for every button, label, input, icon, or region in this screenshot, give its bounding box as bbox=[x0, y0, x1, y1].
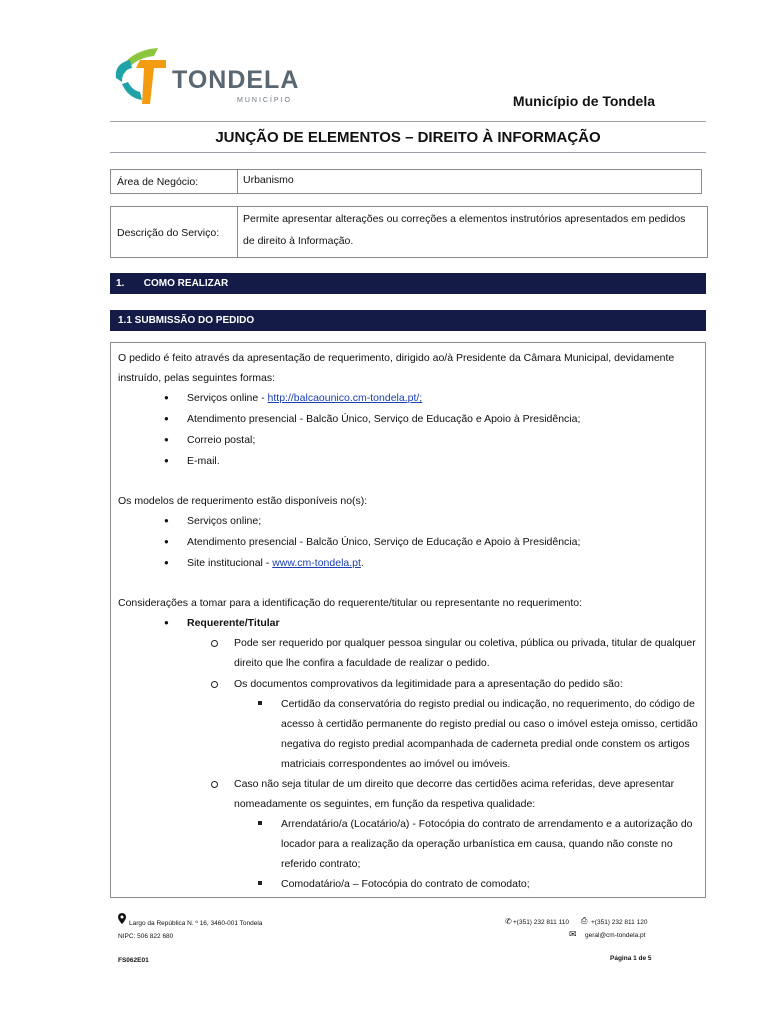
list-item-text: Site institucional - bbox=[187, 557, 273, 569]
list-item: Correio postal; bbox=[187, 434, 256, 446]
section-heading-text: 1.1 SUBMISSÃO DO PEDIDO bbox=[118, 315, 255, 326]
title-rule bbox=[110, 152, 706, 153]
square-bullet-icon bbox=[258, 701, 262, 705]
bullet-icon: ● bbox=[164, 516, 169, 525]
page-title: JUNÇÃO DE ELEMENTOS – DIREITO À INFORMAÇÃO bbox=[215, 129, 601, 146]
list-item: Arrendatário/a (Locatário/a) - Fotocópia do contrato de arrendamento e a autorização do bbox=[281, 818, 693, 830]
bullet-icon: ● bbox=[164, 456, 169, 465]
service-description-line: de direito à Informação. bbox=[243, 235, 354, 247]
service-description-label: Descrição do Serviço: bbox=[117, 227, 220, 239]
list-item: Serviços online; bbox=[187, 515, 262, 527]
list-item-text: . bbox=[360, 557, 364, 569]
list-item: locador para a realização da operação urbanística em causa, quando não conste no bbox=[281, 838, 673, 850]
document-code: FS062E01 bbox=[118, 957, 149, 964]
circle-bullet-icon bbox=[211, 640, 218, 647]
logo-mark-icon bbox=[110, 42, 180, 108]
list-item: nomeadamente os seguintes, em função da respetiva qualidade: bbox=[234, 798, 536, 810]
list-item-text: Serviços online - bbox=[187, 392, 268, 404]
cell-divider bbox=[237, 170, 238, 193]
business-area-row bbox=[110, 169, 702, 194]
business-area-value: Urbanismo bbox=[243, 174, 294, 186]
models-intro: Os modelos de requerimento estão disponíveis no(s): bbox=[118, 495, 368, 507]
list-item bbox=[187, 388, 422, 408]
list-item bbox=[187, 553, 364, 573]
header-rule bbox=[110, 121, 706, 122]
circle-bullet-icon bbox=[211, 681, 218, 688]
page-number: Página 1 de 5 bbox=[610, 955, 652, 962]
logo-subtitle: MUNICÍPIO bbox=[237, 97, 292, 104]
footer-phone: +(351) 232 811 110 bbox=[513, 919, 569, 926]
list-item: matriciais correspondentes ao imóvel ou imóveis. bbox=[281, 758, 511, 770]
footer-email: geral@cm-tondela.pt bbox=[585, 932, 646, 939]
cell-divider bbox=[237, 207, 238, 257]
intro-text: O pedido é feito através da apresentação de requerimento, dirigido ao/à Presidente da Câmara Municipal, devidamente bbox=[118, 352, 675, 364]
considerations-intro: Considerações a tomar para a identificação do requerente/titular ou representante no requerimento: bbox=[118, 597, 583, 609]
list-item: Comodatário/a – Fotocópia do contrato de comodato; bbox=[281, 878, 530, 890]
section-heading-text: 1. COMO REALIZAR bbox=[116, 278, 229, 289]
email-icon: ✉ bbox=[569, 929, 577, 939]
bullet-icon: ● bbox=[164, 558, 169, 567]
footer-nipc: NIPC: 506 822 680 bbox=[118, 933, 174, 940]
site-link[interactable]: www.cm-tondela.pt bbox=[272, 557, 361, 569]
service-description-row bbox=[110, 206, 708, 258]
location-pin-icon bbox=[118, 913, 126, 924]
requerente-heading: Requerente/Titular bbox=[187, 617, 280, 629]
footer-address: Largo da República N. º 16, 3460-001 Tondela bbox=[129, 920, 263, 927]
service-description-line: Permite apresentar alterações ou correções a elementos instrutórios apresentados em pedidos bbox=[243, 213, 686, 225]
list-item: E-mail. bbox=[187, 455, 220, 467]
bullet-icon: ● bbox=[164, 618, 169, 627]
municipality-name: Município de Tondela bbox=[512, 93, 655, 109]
list-item: negativa do registo predial acompanhada de caderneta predial onde constem os artigos bbox=[281, 738, 690, 750]
balcao-unico-link[interactable]: http://balcaounico.cm-tondela.pt/; bbox=[267, 392, 423, 404]
list-item: Pode ser requerido por qualquer pessoa singular ou coletiva, pública ou privada, titular de qualquer bbox=[234, 637, 696, 649]
list-item: Atendimento presencial - Balcão Único, Serviço de Educação e Apoio à Presidência; bbox=[187, 536, 581, 548]
list-item: referido contrato; bbox=[281, 858, 361, 870]
business-area-label: Área de Negócio: bbox=[117, 176, 199, 188]
section-heading-how-to bbox=[110, 273, 706, 294]
list-item: Caso não seja titular de um direito que decorre das certidões acima referidas, deve apresentar bbox=[234, 778, 675, 790]
list-item: Certidão da conservatória do registo predial ou indicação, no requerimento, do código de bbox=[281, 698, 695, 710]
section-heading-submission bbox=[110, 310, 706, 331]
square-bullet-icon bbox=[258, 881, 262, 885]
list-item: Atendimento presencial - Balcão Único, Serviço de Educação e Apoio à Presidência; bbox=[187, 413, 581, 425]
bullet-icon: ● bbox=[164, 435, 169, 444]
intro-text: instruído, pelas seguintes formas: bbox=[118, 372, 275, 384]
square-bullet-icon bbox=[258, 821, 262, 825]
bullet-icon: ● bbox=[164, 414, 169, 423]
list-item: acesso à certidão permanente do registo predial ou caso o imóvel esteja omisso, certidão bbox=[281, 718, 698, 730]
logo-wordmark: TONDELA bbox=[172, 66, 300, 94]
list-item: Os documentos comprovativos da legitimidade para a apresentação do pedido são: bbox=[234, 678, 623, 690]
bullet-icon: ● bbox=[164, 393, 169, 402]
footer-fax: +(351) 232 811 120 bbox=[591, 919, 648, 926]
municipality-logo bbox=[110, 42, 300, 108]
circle-bullet-icon bbox=[211, 781, 218, 788]
list-item: direito que lhe confira a faculdade de realizar o pedido. bbox=[234, 657, 490, 669]
fax-icon: ⎙ bbox=[581, 916, 588, 925]
bullet-icon: ● bbox=[164, 537, 169, 546]
phone-icon: ✆ bbox=[505, 917, 512, 926]
